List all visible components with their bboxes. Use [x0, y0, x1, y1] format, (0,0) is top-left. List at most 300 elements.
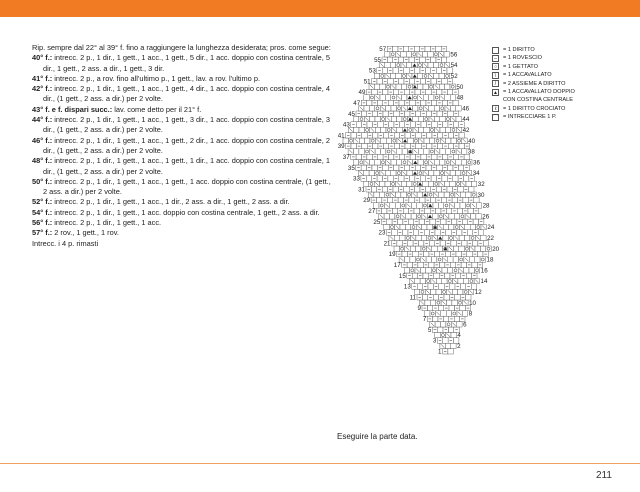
chart-cell	[440, 262, 445, 267]
chart-cell	[410, 122, 415, 127]
chart-cell	[420, 289, 425, 294]
chart-cell	[426, 278, 431, 283]
row-number-right: 24	[487, 224, 495, 232]
chart-cell	[411, 224, 416, 229]
chart-cell	[410, 268, 415, 273]
chart-cell	[441, 311, 446, 316]
chart-cell	[450, 262, 455, 267]
legend-label: = 2 ASSIEME A DIRITTO	[503, 80, 566, 87]
chart-cell	[467, 230, 472, 235]
chart-cell	[440, 116, 445, 121]
chart-cell	[394, 143, 399, 148]
chart-cell	[396, 106, 401, 111]
chart-cell	[451, 241, 456, 246]
chart-cell	[436, 289, 441, 294]
double-decrease-icon: ▲	[493, 89, 498, 96]
chart-cell	[457, 300, 462, 305]
chart-cell	[416, 143, 421, 148]
chart-cell	[351, 133, 356, 138]
chart-row	[351, 154, 470, 159]
instruction-row	[32, 136, 334, 157]
chart-cell	[420, 268, 425, 273]
chart-cell	[428, 62, 433, 67]
row-text: intrecc. 2 p., 1 dir., 1 gett., 1 acc. doppio con costina centrale, 1 gett., 2 ass. a dir.	[52, 207, 320, 217]
chart-cell	[473, 219, 478, 224]
chart-cell	[448, 133, 453, 138]
chart-cell	[439, 284, 444, 289]
chart-cell	[428, 52, 433, 57]
chart-row	[346, 143, 470, 148]
chart-cell	[454, 214, 459, 219]
row-number-right: 38	[467, 148, 475, 156]
legend-item	[492, 63, 583, 71]
row-number-left: 19	[388, 251, 396, 259]
chart-cell	[439, 84, 444, 89]
chart-cell	[443, 316, 448, 321]
chart-cell	[470, 224, 475, 229]
chart-cell	[419, 241, 424, 246]
chart-row	[427, 316, 465, 321]
chart-cell	[359, 127, 364, 132]
chart-cell	[364, 170, 369, 175]
chart-row	[394, 246, 491, 251]
legend-item	[492, 88, 583, 105]
chart-cell	[375, 170, 380, 175]
chart-cell	[369, 95, 374, 100]
chart-cell	[440, 106, 445, 111]
chart-cell	[444, 203, 449, 208]
chart-cell	[467, 251, 472, 256]
chart-cell	[433, 316, 438, 321]
chart-cell	[470, 235, 475, 240]
chart-cell	[396, 160, 401, 165]
instructions-outro: Intrecc. i 4 p. rimasti	[32, 238, 99, 248]
chart-cell	[408, 127, 413, 132]
row-number-left: 41	[337, 132, 345, 140]
chart-cell	[429, 241, 434, 246]
chart-cell	[437, 133, 442, 138]
chart-cell	[370, 138, 375, 143]
chart-row	[366, 187, 474, 192]
chart-cell	[366, 176, 371, 181]
chart-row	[374, 73, 450, 78]
chart-cell	[450, 284, 455, 289]
chart-cell	[378, 122, 383, 127]
chart-cell	[441, 57, 446, 62]
chart-cell	[438, 214, 443, 219]
chart-cell	[386, 149, 391, 154]
chart-cell	[445, 84, 450, 89]
chart-cell	[415, 89, 420, 94]
chart-cell	[451, 127, 456, 132]
chart-cell	[374, 84, 379, 89]
k2tog-icon: /	[492, 80, 499, 87]
chart-cell	[417, 284, 422, 289]
chart-cell	[418, 160, 423, 165]
legend-item	[492, 54, 583, 62]
chart-cell	[441, 322, 446, 327]
chart-cell	[375, 149, 380, 154]
chart-cell	[445, 149, 450, 154]
chart-cell	[401, 52, 406, 57]
chart-cell	[399, 246, 404, 251]
chart-cell	[459, 143, 464, 148]
chart-cell	[406, 214, 411, 219]
chart-row	[435, 332, 457, 337]
chart-cell	[476, 224, 481, 229]
chart-cell	[425, 300, 430, 305]
chart-cell	[462, 149, 467, 154]
chart-cell	[451, 332, 456, 337]
chart-cell	[466, 273, 471, 278]
chart-row	[371, 197, 479, 202]
chart-cell	[466, 181, 471, 186]
chart-cell	[421, 235, 426, 240]
chart-cell	[404, 165, 409, 170]
chart-cell	[412, 95, 417, 100]
chart-cell	[405, 143, 410, 148]
chart-cell	[434, 160, 439, 165]
row-number-left: 43	[342, 121, 350, 129]
chart-row	[348, 127, 461, 132]
row-number-left: 7	[422, 316, 427, 323]
chart-cell	[390, 52, 395, 57]
chart-cell	[423, 273, 428, 278]
chart-cell	[437, 165, 442, 170]
chart-cell	[387, 197, 392, 202]
chart-cell	[391, 160, 396, 165]
chart-cell	[412, 52, 417, 57]
chart-row	[407, 273, 477, 278]
chart-cell	[383, 143, 388, 148]
bind-off-icon: ⌒	[493, 114, 499, 121]
chart-cell	[373, 133, 378, 138]
instruction-rows	[32, 53, 334, 238]
chart-cell	[405, 224, 410, 229]
chart-cell	[434, 181, 439, 186]
row-number-left: 3	[432, 337, 437, 345]
chart-cell	[431, 268, 436, 273]
chart-cell	[399, 122, 404, 127]
chart-cell	[453, 176, 458, 181]
chart-row	[379, 62, 449, 67]
row-label: 42° f.:	[32, 84, 53, 94]
chart-cell	[429, 138, 434, 143]
chart-cell	[475, 246, 480, 251]
chart-row	[356, 111, 459, 116]
row-text: intrecc. 2 p., 1 dir., 1 gett., 1 acc., 1 gett., 4 dir., 1 acc. doppio con costina centrale, 4 dir., (1 gett., 2 ass. a dir.) per 2 volte.	[43, 84, 330, 104]
row-number-left: 47	[353, 100, 361, 107]
chart-cell	[431, 100, 436, 105]
chart-cell	[468, 208, 473, 213]
chart-cell	[436, 300, 441, 305]
chart-cell	[457, 208, 462, 213]
chart-cell	[478, 230, 483, 235]
chart-cell	[386, 138, 391, 143]
chart-cell	[385, 62, 390, 67]
chart-cell	[448, 165, 453, 170]
chart-cell	[399, 176, 404, 181]
chart-cell	[381, 149, 386, 154]
row-number-left: 51	[363, 78, 371, 86]
chart-row	[385, 52, 450, 57]
chart-cell	[442, 176, 447, 181]
chart-cell	[410, 100, 415, 105]
chart-cell	[411, 214, 416, 219]
chart-cell	[393, 68, 398, 73]
chart-cell	[437, 89, 442, 94]
chart-cell	[446, 208, 451, 213]
chart-cell	[458, 187, 463, 192]
chart-cell	[417, 62, 422, 67]
chart-cell	[415, 257, 420, 262]
instruction-row	[32, 105, 334, 115]
chart-cell	[382, 208, 387, 213]
chart-cell	[430, 300, 435, 305]
chart-cell	[406, 62, 411, 67]
chart-row	[356, 165, 469, 170]
chart-cell	[461, 262, 466, 267]
chart-cell	[394, 165, 399, 170]
chart-cell	[385, 170, 390, 175]
chart-cell	[386, 106, 391, 111]
row-number-right: 30	[477, 191, 485, 199]
row-number-right: 46	[462, 105, 470, 113]
chart-cell	[443, 154, 448, 159]
chart-cell	[439, 192, 444, 197]
chart-cell	[420, 57, 425, 62]
chart-cell	[422, 295, 427, 300]
row-number-left: 45	[348, 110, 355, 118]
chart-cell	[429, 170, 434, 175]
chart-cell	[406, 192, 411, 197]
chart-cell	[437, 257, 442, 262]
chart-cell	[416, 235, 421, 240]
chart-cell	[424, 251, 429, 256]
row-number-right: 32	[477, 181, 485, 188]
row-number-right: 50	[456, 83, 464, 91]
chart-row	[377, 68, 453, 73]
chart-row	[381, 219, 484, 224]
chart-cell	[367, 122, 372, 127]
row-number-left: 11	[409, 294, 416, 302]
chart-cell	[415, 68, 420, 73]
chart-cell	[432, 257, 437, 262]
chart-cell	[446, 230, 451, 235]
instruction-row	[32, 156, 334, 177]
legend-label: = 1 DIRITTO	[503, 47, 535, 53]
chart-cell	[410, 154, 415, 159]
chart-cell	[393, 187, 398, 192]
chart-cell	[393, 46, 398, 51]
chart-cell	[460, 214, 465, 219]
chart-row	[359, 106, 462, 111]
chart-cell	[392, 230, 397, 235]
row-number-left: 57	[379, 46, 387, 53]
chart-cell	[364, 127, 369, 132]
instruction-row	[32, 218, 334, 228]
chart-cell	[394, 133, 399, 138]
chart-cell	[463, 278, 468, 283]
row-number-left: 37	[342, 154, 350, 161]
chart-cell	[460, 203, 465, 208]
row-number-right: 36	[473, 159, 480, 167]
chart-cell	[431, 176, 436, 181]
chart-cell	[380, 160, 385, 165]
row-label: 46° f.:	[32, 135, 53, 145]
chart-cell	[435, 230, 440, 235]
row-number-left: 21	[383, 240, 391, 248]
row-number-right: 26	[482, 213, 490, 221]
chart-cell	[409, 57, 414, 62]
chart-cell	[447, 300, 452, 305]
chart-cell	[464, 268, 469, 273]
legend-label: = 1 ACCAVALLATO	[503, 72, 552, 79]
chart-cell	[469, 187, 474, 192]
chart-cell	[456, 116, 461, 121]
chart-cell	[417, 192, 422, 197]
chart-cell	[396, 62, 401, 67]
chart-cell	[452, 289, 457, 294]
chart-cell	[403, 230, 408, 235]
instruction-row	[32, 208, 334, 218]
chart-cell	[440, 149, 445, 154]
chart-cell	[405, 235, 410, 240]
chart-row	[369, 84, 455, 89]
chart-cell	[422, 224, 427, 229]
chart-cell	[421, 154, 426, 159]
chart-cell	[420, 197, 425, 202]
chart-row	[386, 230, 483, 235]
chart-cell	[452, 300, 457, 305]
chart-cell	[403, 46, 408, 51]
chart-row	[409, 278, 479, 283]
chart-cell	[451, 343, 456, 348]
chart-cell	[435, 332, 440, 337]
chart-cell	[418, 127, 423, 132]
chart-cell	[437, 143, 442, 148]
row-text: intrecc. 2 p., 1 dir., 1 gett., 1 acc., 1 gett., 2 dir., 1 acc. doppio con costina centrale, 2 dir., (1 gett., 2 ass. a dir.) per 2 volte.	[43, 135, 330, 155]
chart-cell	[441, 219, 446, 224]
chart-cell	[431, 289, 436, 294]
instruction-row	[32, 177, 334, 198]
chart-cell	[413, 230, 418, 235]
chart-row	[420, 300, 469, 305]
chart-cell	[381, 127, 386, 132]
chart-cell	[449, 214, 454, 219]
chart-row	[343, 138, 467, 143]
chart-cell	[437, 246, 442, 251]
chart-cell	[444, 73, 449, 78]
chart-cell	[415, 278, 420, 283]
chart-row	[361, 176, 474, 181]
chart-cell	[420, 176, 425, 181]
chart-cell	[456, 170, 461, 175]
row-number-left: 13	[403, 283, 411, 291]
chart-cell	[459, 235, 464, 240]
chart-cell	[389, 154, 394, 159]
chart-cell	[377, 176, 382, 181]
chart-cell	[472, 241, 477, 246]
chart-cell	[445, 160, 450, 165]
chart-cell	[429, 149, 434, 154]
chart-cell	[455, 273, 460, 278]
chart-cell	[397, 127, 402, 132]
chart-cell	[451, 138, 456, 143]
chart-cell	[377, 197, 382, 202]
chart-cell	[472, 262, 477, 267]
chart-cell	[413, 106, 418, 111]
chart-cell	[400, 235, 405, 240]
chart-cell	[401, 192, 406, 197]
row-number-left: 29	[363, 197, 371, 205]
chart-cell	[379, 192, 384, 197]
chart-row	[392, 241, 489, 246]
chart-cell	[480, 246, 485, 251]
chart-cell	[476, 214, 481, 219]
chart-cell	[382, 68, 387, 73]
chart-cell	[416, 246, 421, 251]
chart-cell	[395, 214, 400, 219]
chart-cell	[380, 116, 385, 121]
chart-cell	[390, 203, 395, 208]
chart-cell	[359, 138, 364, 143]
chart-cell	[391, 95, 396, 100]
chart-cell	[396, 73, 401, 78]
chart-cell	[423, 73, 428, 78]
row-number-left: 55	[374, 56, 381, 64]
chart-cell	[471, 181, 476, 186]
chart-cell	[431, 197, 436, 202]
chart-cell	[445, 273, 450, 278]
chart-cell	[462, 311, 467, 316]
chart-cell	[386, 127, 391, 132]
chart-cell	[454, 316, 459, 321]
chart-cell	[465, 235, 470, 240]
chart-row	[369, 192, 477, 197]
row-number-right: 8	[468, 310, 473, 318]
chart-cell	[383, 133, 388, 138]
chart-cell	[399, 154, 404, 159]
chart-cell	[462, 219, 467, 224]
row-text: intrecc. 2 p., 1 dir., 1 gett., 1 acc., 1 gett., 3 dir., 1 acc. doppio con costina centrale, 3 dir., (1 gett., 2 ass. a dir.) per 2 volte.	[43, 115, 330, 135]
chart-cell	[369, 160, 374, 165]
row-number-left: 49	[358, 89, 366, 97]
chart-cell	[380, 73, 385, 78]
chart-cell	[414, 46, 419, 51]
chart-cell	[413, 251, 418, 256]
chart-cell	[443, 235, 448, 240]
row-text: intrecc. 2 p., a rov. fino all'ultimo p., 1 gett., lav. a rov. l'ultimo p.	[52, 73, 261, 83]
row-number-right: 14	[480, 278, 488, 286]
chart-row	[399, 257, 485, 262]
chart-cell	[369, 106, 374, 111]
row-number-left: 9	[417, 305, 421, 313]
chart-cell	[444, 181, 449, 186]
row-number-left: 25	[373, 218, 381, 226]
chart-cell	[367, 100, 372, 105]
chart-cell	[388, 100, 393, 105]
chart-cell	[425, 46, 430, 51]
chart-cell	[397, 116, 402, 121]
chart-cell	[425, 311, 430, 316]
row-text: intrecc. 2 p., 1 dir., 1 gett., 1 acc., 1 gett., 5 dir., 1 acc. doppio con costina centrale, 5 dir., 1 gett., 2 ass. a dir., 1 gett., 3 dir.	[43, 53, 330, 73]
instruction-row	[32, 115, 334, 136]
legend-label: = 1 ROVESCIO	[503, 55, 543, 62]
chart-cell	[375, 160, 380, 165]
chart-cell	[456, 251, 461, 256]
chart-cell	[453, 122, 458, 127]
